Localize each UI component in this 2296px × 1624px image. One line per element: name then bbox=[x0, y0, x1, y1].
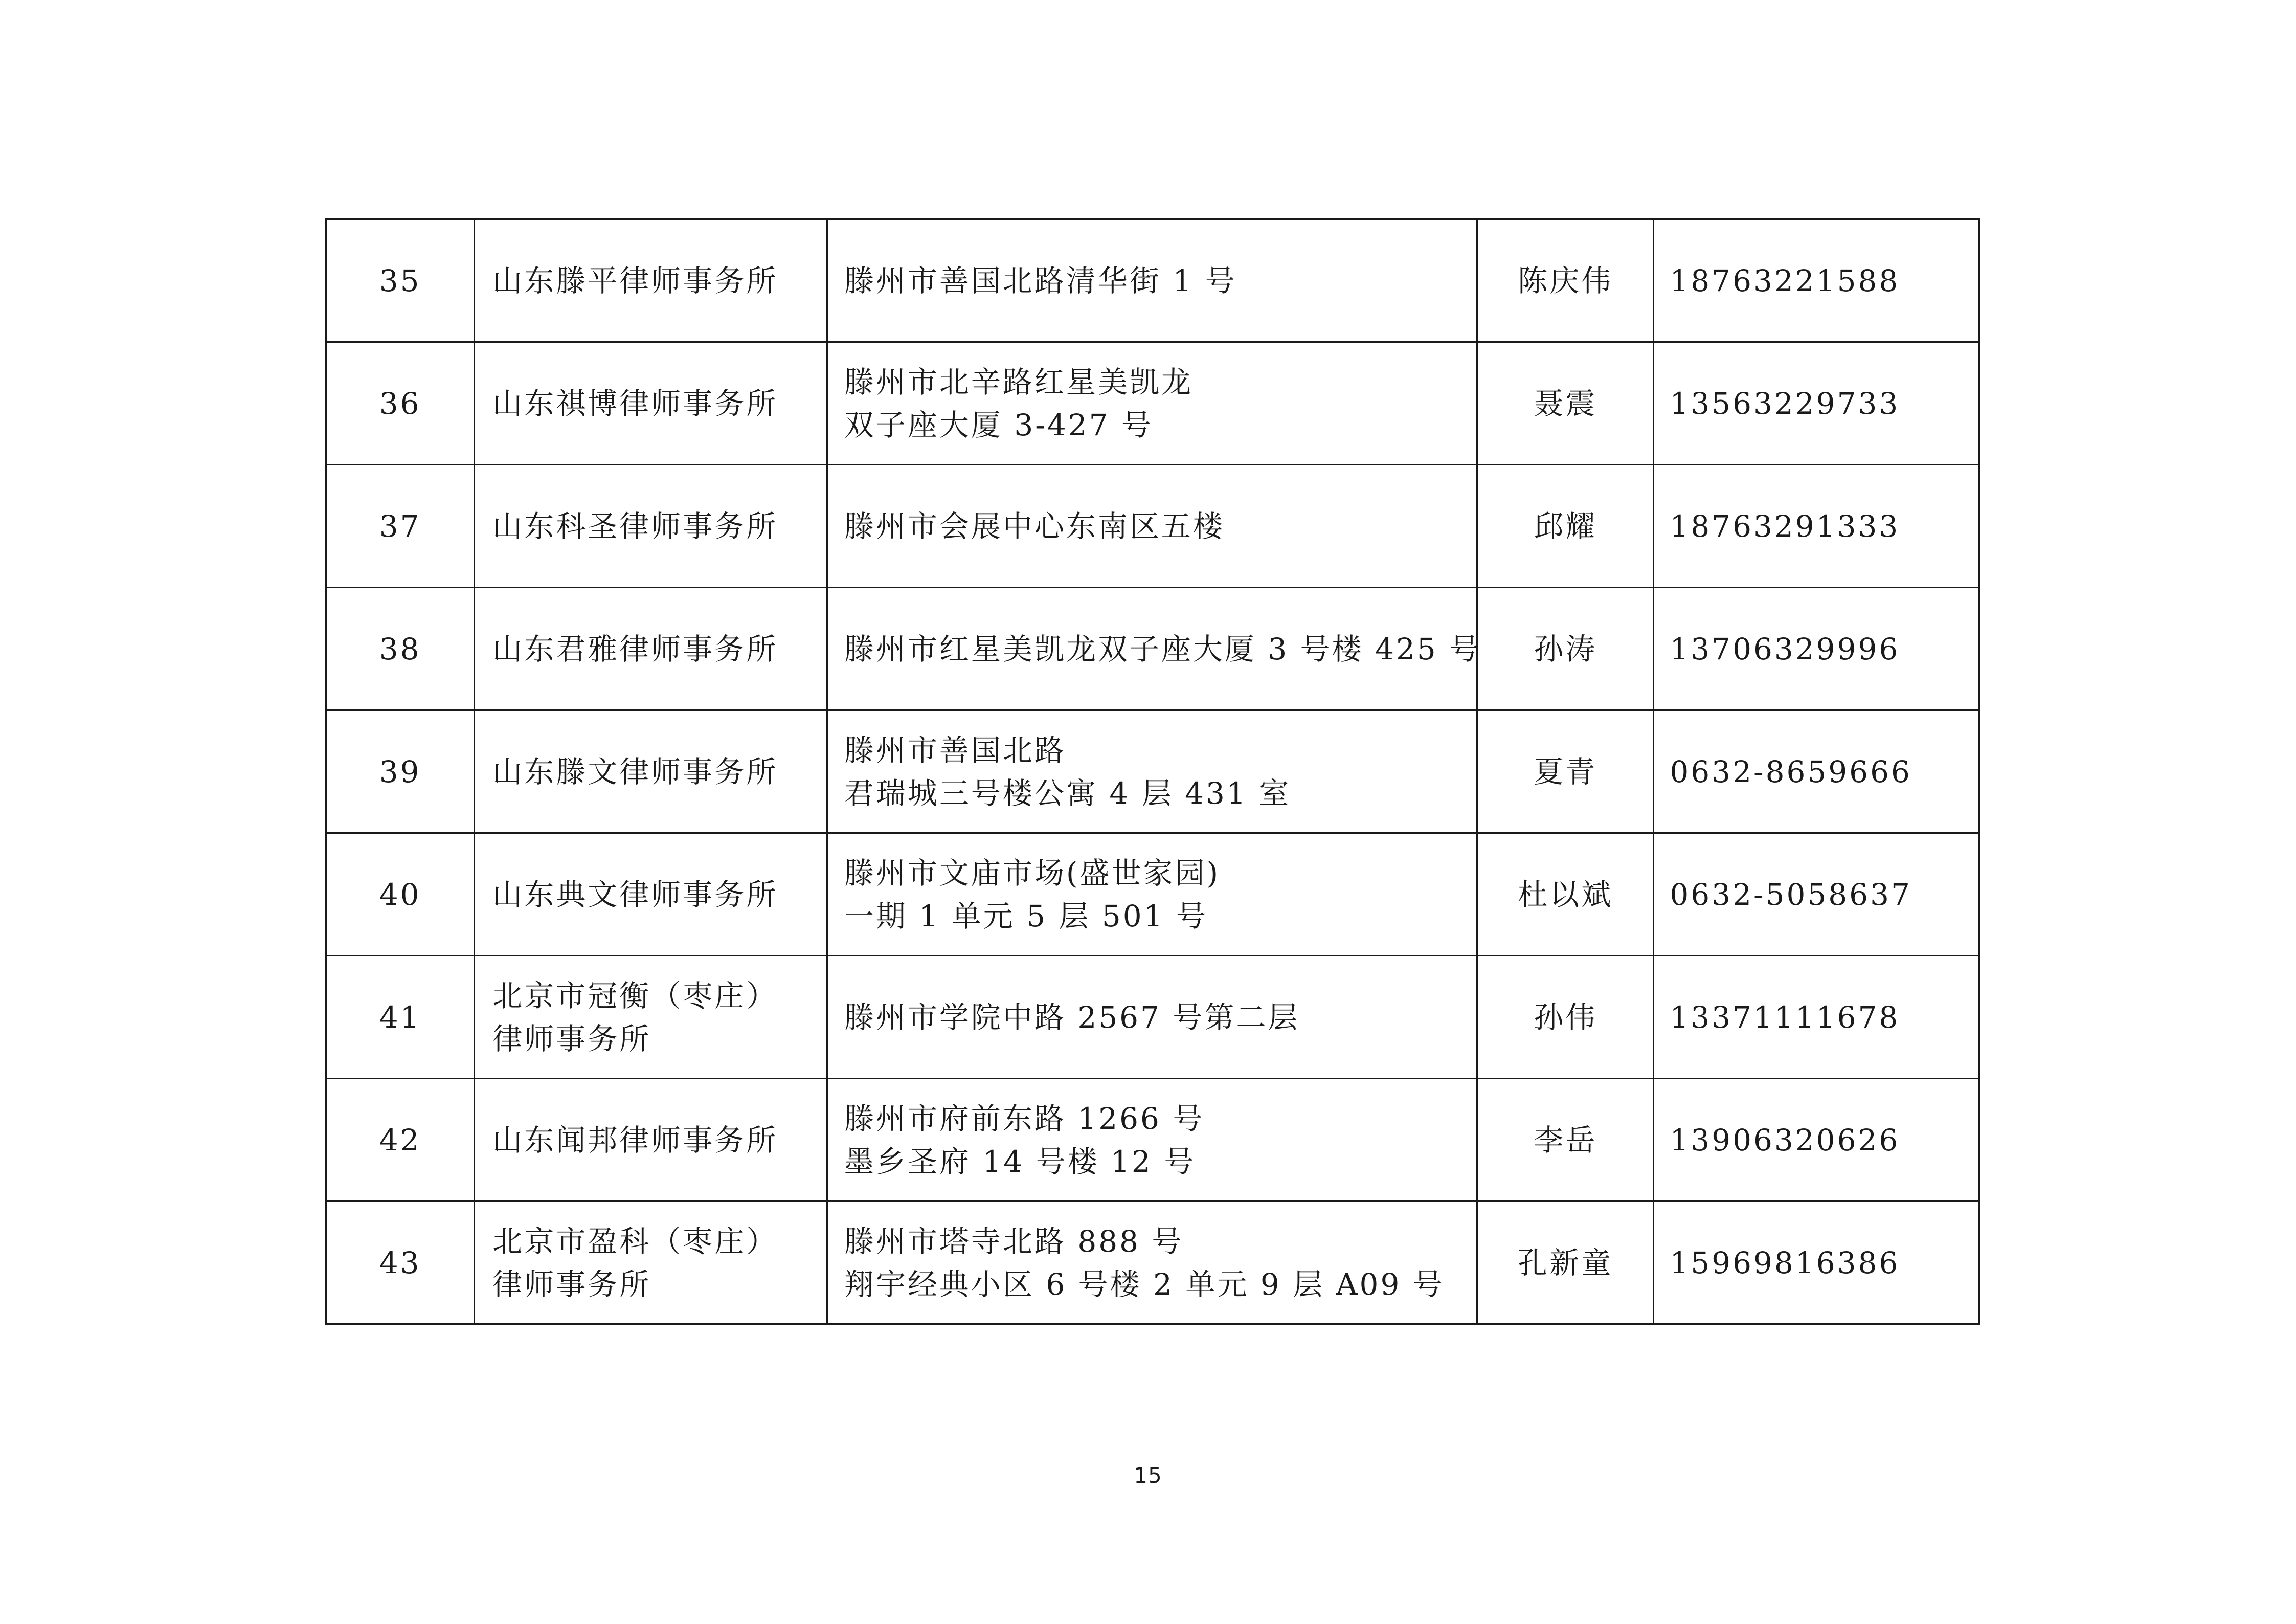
contact-person-cell: 李岳 bbox=[1477, 1079, 1654, 1202]
firm-name-line: 山东君雅律师事务所 bbox=[492, 631, 778, 666]
address-line: 滕州市红星美凯龙双子座大厦 3 号楼 425 号 bbox=[844, 631, 1481, 666]
firm-name-line: 山东闻邦律师事务所 bbox=[492, 1122, 778, 1158]
address-line: 君瑞城三号楼公寓 4 层 431 室 bbox=[844, 775, 1291, 811]
address-cell bbox=[827, 833, 1477, 956]
phone-number-cell: 13371111678 bbox=[1654, 956, 1979, 1079]
address-line: 双子座大厦 3-427 号 bbox=[844, 407, 1153, 442]
table-row bbox=[326, 956, 1979, 1079]
address-line: 滕州市文庙市场(盛世家园) bbox=[844, 855, 1221, 891]
firm-name-cell bbox=[475, 710, 827, 833]
row-number-cell: 35 bbox=[326, 219, 475, 342]
phone-number-cell: 13563229733 bbox=[1654, 342, 1979, 465]
address-line: 滕州市会展中心东南区五楼 bbox=[844, 508, 1225, 544]
table-body bbox=[326, 219, 1979, 1324]
phone-number-cell: 0632-8659666 bbox=[1654, 710, 1979, 833]
row-number-cell: 40 bbox=[326, 833, 475, 956]
phone-number-cell: 0632-5058637 bbox=[1654, 833, 1979, 956]
table-row bbox=[326, 219, 1979, 342]
address-line: 滕州市塔寺北路 888 号 bbox=[844, 1223, 1184, 1259]
address-line: 墨乡圣府 14 号楼 12 号 bbox=[844, 1144, 1196, 1179]
contact-person-cell: 孙伟 bbox=[1477, 956, 1654, 1079]
table-row bbox=[326, 465, 1979, 588]
contact-person-cell: 聂震 bbox=[1477, 342, 1654, 465]
address-cell bbox=[827, 465, 1477, 588]
contact-person-cell: 陈庆伟 bbox=[1477, 219, 1654, 342]
firm-name-line: 律师事务所 bbox=[492, 1021, 651, 1056]
page-number: 15 bbox=[1134, 1463, 1162, 1488]
phone-number-cell: 18763221588 bbox=[1654, 219, 1979, 342]
address-cell bbox=[827, 588, 1481, 710]
address-cell bbox=[827, 1079, 1477, 1202]
address-line: 滕州市北辛路红星美凯龙 bbox=[844, 364, 1193, 399]
firm-name-cell bbox=[475, 588, 827, 710]
row-number-cell: 37 bbox=[326, 465, 475, 588]
contact-person-cell: 孙涛 bbox=[1477, 588, 1654, 710]
row-number-cell: 43 bbox=[326, 1202, 475, 1324]
table-row bbox=[326, 342, 1979, 465]
law-firm-directory-table bbox=[325, 218, 1980, 1325]
address-line: 滕州市善国北路 bbox=[844, 732, 1066, 768]
firm-name-cell bbox=[475, 342, 827, 465]
firm-name-line: 北京市盈科（枣庄） bbox=[492, 1223, 778, 1259]
table-row bbox=[326, 833, 1979, 956]
table-row bbox=[326, 710, 1979, 833]
contact-person-cell: 孔新童 bbox=[1477, 1202, 1654, 1324]
address-cell bbox=[827, 342, 1477, 465]
address-line: 滕州市学院中路 2567 号第二层 bbox=[844, 999, 1300, 1035]
firm-name-cell bbox=[475, 219, 827, 342]
address-line: 滕州市善国北路清华街 1 号 bbox=[844, 263, 1237, 298]
row-number-cell: 36 bbox=[326, 342, 475, 465]
row-number-cell: 38 bbox=[326, 588, 475, 710]
address-cell bbox=[827, 219, 1477, 342]
row-number-cell: 42 bbox=[326, 1079, 475, 1202]
address-line: 翔宇经典小区 6 号楼 2 单元 9 层 A09 号 bbox=[844, 1266, 1445, 1302]
address-cell bbox=[827, 956, 1477, 1079]
table-row bbox=[326, 588, 1979, 710]
firm-name-line: 律师事务所 bbox=[492, 1266, 651, 1302]
firm-name-line: 北京市冠衡（枣庄） bbox=[492, 978, 778, 1013]
firm-name-line: 山东滕文律师事务所 bbox=[492, 754, 778, 789]
firm-name-cell bbox=[475, 1079, 827, 1202]
phone-number-cell: 15969816386 bbox=[1654, 1202, 1979, 1324]
address-cell bbox=[827, 1202, 1477, 1324]
firm-name-cell bbox=[475, 465, 827, 588]
row-number-cell: 39 bbox=[326, 710, 475, 833]
firm-name-line: 山东滕平律师事务所 bbox=[492, 263, 778, 298]
address-cell bbox=[827, 710, 1477, 833]
phone-number-cell: 18763291333 bbox=[1654, 465, 1979, 588]
contact-person-cell: 邱耀 bbox=[1477, 465, 1654, 588]
contact-person-cell: 杜以斌 bbox=[1477, 833, 1654, 956]
contact-person-cell: 夏青 bbox=[1477, 710, 1654, 833]
row-number-cell: 41 bbox=[326, 956, 475, 1079]
address-line: 一期 1 单元 5 层 501 号 bbox=[844, 898, 1208, 933]
firm-name-cell bbox=[475, 1202, 827, 1324]
firm-name-line: 山东祺博律师事务所 bbox=[492, 386, 778, 421]
phone-number-cell: 13906320626 bbox=[1654, 1079, 1979, 1202]
address-line: 滕州市府前东路 1266 号 bbox=[844, 1101, 1205, 1136]
firm-name-line: 山东典文律师事务所 bbox=[492, 877, 778, 912]
table-row bbox=[326, 1079, 1979, 1202]
firm-name-cell bbox=[475, 956, 827, 1079]
firm-name-line: 山东科圣律师事务所 bbox=[492, 508, 778, 544]
phone-number-cell: 13706329996 bbox=[1654, 588, 1979, 710]
table-row bbox=[326, 1202, 1979, 1324]
firm-name-cell bbox=[475, 833, 827, 956]
